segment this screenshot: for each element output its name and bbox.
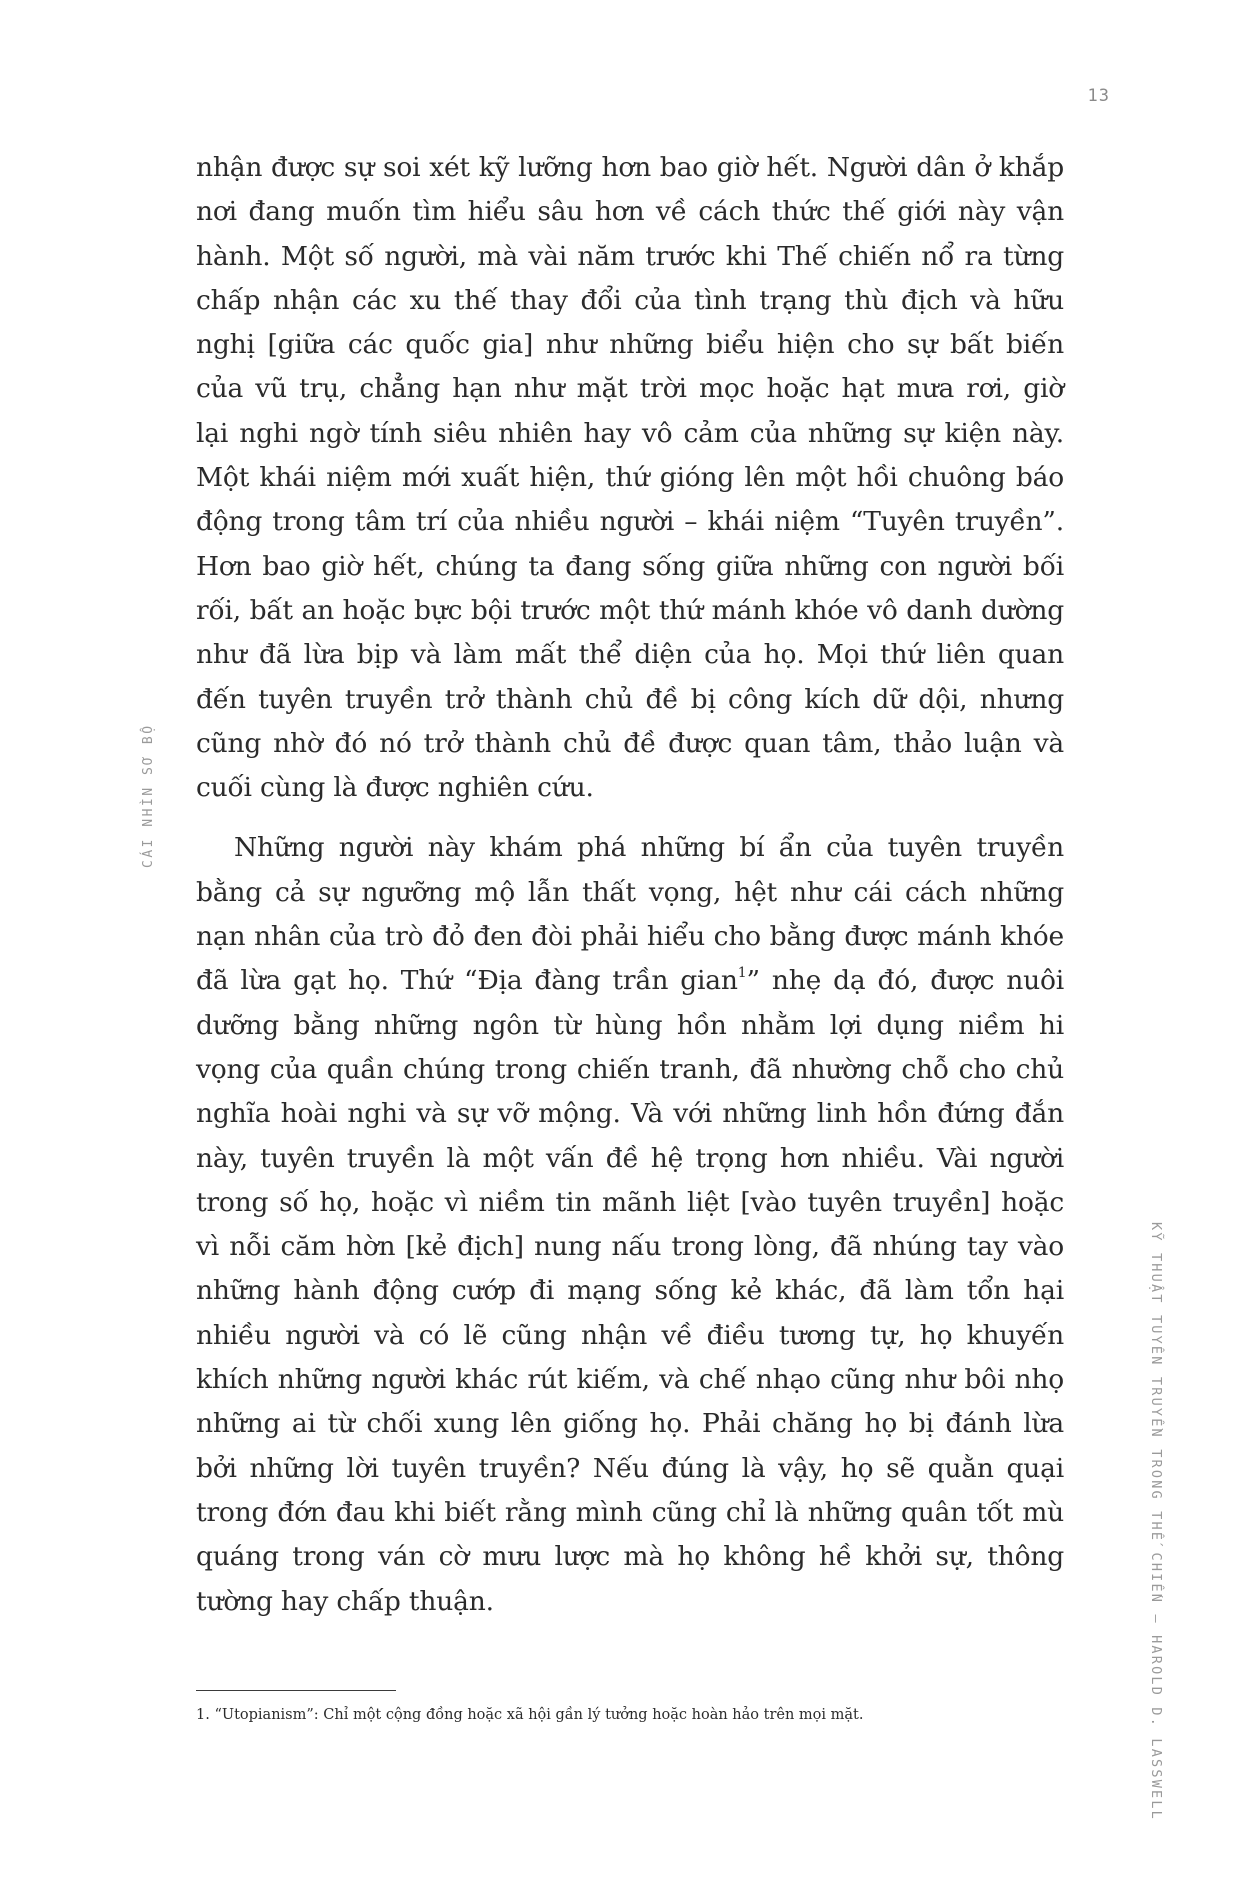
text-line: đến tuyên truyền trở thành chủ đề bị công kích dữ dội, nhưng [196,683,1064,715]
section-title-label: CÁI NHÌN SƠ BỘ [141,723,156,868]
text-line: trong số họ, hoặc vì niềm tin mãnh liệt [vào tuyên truyền] hoặc [196,1186,1064,1218]
text-line: nhận được sự soi xét kỹ lưỡng hơn bao giờ hết. Người dân ở khắp [196,152,1064,183]
footnote-divider [196,1690,396,1691]
text-line: cuối cùng là được nghiên cứu. [196,772,594,804]
paragraph-1 [196,146,1064,810]
text-line-with-footnote [196,959,1064,1003]
text-line: cũng nhờ đó nó trở thành chủ đề được quan tâm, thảo luận và [196,727,1064,759]
text-line: bởi những lời tuyên truyền? Nếu đúng là vậy, họ sẽ quằn quại [196,1452,1064,1484]
text-line: nghị [giữa các quốc gia] như những biểu hiện cho sự bất biến [196,329,1064,361]
text-line: Những người này khám phá những bí ẩn của tuyên truyền [234,832,1064,864]
text-line: rối, bất an hoặc bực bội trước một thứ mánh khóe vô danh dường [196,594,1064,626]
text-segment: đã lừa gạt họ. Thứ “Địa đàng trần gian [196,965,738,997]
text-line: những ai từ chối xung lên giống họ. Phải chăng họ bị đánh lừa [196,1408,1064,1440]
text-line: nhiều người và có lẽ cũng nhận về điều tương tự, họ khuyến [196,1319,1064,1351]
footnote-reference[interactable]: 1 [737,965,747,982]
text-line: nghĩa hoài nghi và sự vỡ mộng. Và với những linh hồn đứng đắn [196,1098,1064,1130]
text-line: tường hay chấp thuận. [196,1585,494,1617]
text-line: nạn nhân của trò đỏ đen đòi phải hiểu cho bằng được mánh khóe [196,921,1064,953]
text-line: của vũ trụ, chẳng hạn như mặt trời mọc hoặc hạt mưa rơi, giờ [196,373,1064,405]
footnote: 1. “Utopianism”: Chỉ một cộng đồng hoặc xã hội gần lý tưởng hoặc hoàn hảo trên mọi mặt. [196,1707,864,1723]
page-number: 13 [1087,86,1110,106]
text-line: này, tuyên truyền là một vấn đề hệ trọng hơn nhiều. Vài người [196,1142,1064,1174]
paragraph-2 [196,826,1064,1623]
text-line: chấp nhận các xu thế thay đổi của tình trạng thù địch và hữu [196,284,1064,316]
text-segment: ” nhẹ dạ đó, được nuôi [746,965,1065,997]
body-text [196,146,1064,1624]
text-line: lại nghi ngờ tính siêu nhiên hay vô cảm của những sự kiện này. [196,417,1064,449]
text-line: như đã lừa bịp và làm mất thể diện của họ. Mọi thứ liên quan [196,639,1064,671]
text-line: quáng trong ván cờ mưu lược mà họ không hề khởi sự, thông [196,1541,1064,1573]
text-line: vọng của quần chúng trong chiến tranh, đã nhường chỗ cho chủ [196,1053,1064,1085]
text-line: vì nỗi căm hờn [kẻ địch] nung nấu trong lòng, đã nhúng tay vào [196,1231,1064,1263]
text-line: trong đớn đau khi biết rằng mình cũng chỉ là những quân tốt mù [196,1496,1064,1528]
text-line: Hơn bao giờ hết, chúng ta đang sống giữa những con người bối [196,550,1064,582]
text-line: động trong tâm trí của nhiều người – khái niệm “Tuyên truyền”. [196,506,1064,538]
text-line: nơi đang muốn tìm hiểu sâu hơn về cách thức thế giới này vận [196,196,1064,228]
text-line: khích những người khác rút kiếm, và chế nhạo cũng như bôi nhọ [196,1364,1064,1396]
paragraph-spacer [196,810,1064,826]
text-line: hành. Một số người, mà vài năm trước khi Thế chiến nổ ra từng [196,240,1064,272]
text-line: Một khái niệm mới xuất hiện, thứ gióng lên một hồi chuông báo [196,462,1064,494]
text-line: dưỡng bằng những ngôn từ hùng hồn nhằm lợi dụng niềm hi [196,1009,1064,1041]
text-line: bằng cả sự ngưỡng mộ lẫn thất vọng, hệt như cái cách những [196,876,1064,908]
text-line: những hành động cướp đi mạng sống kẻ khác, đã làm tổn hại [196,1275,1064,1307]
book-title-label: KỸ THUẬT TUYÊN TRUYỀN TRONG THẾ CHIẾN – HAROLD D. LASSWELL [1148,1222,1164,1822]
